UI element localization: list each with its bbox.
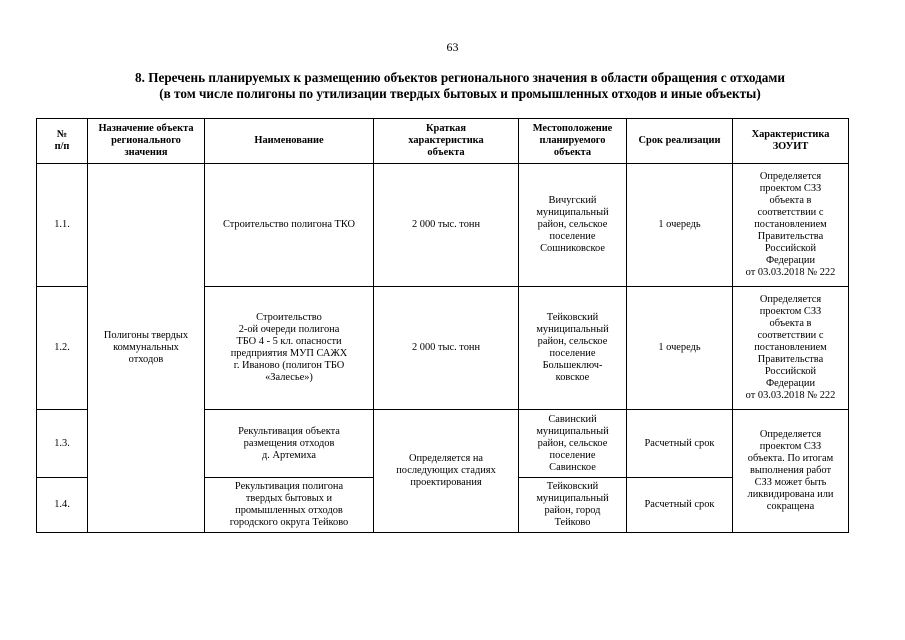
column-header-term: Срок реализации	[627, 119, 733, 164]
column-header-location: Местоположение планируемого объекта	[519, 119, 627, 164]
object-name: Рекультивация объекта размещения отходов д. Артемиха	[205, 410, 374, 478]
object-characteristic: 2 000 тыс. тонн	[374, 287, 519, 410]
column-header-name: Наименование	[205, 119, 374, 164]
row-number: 1.2.	[37, 287, 88, 410]
realization-term: Расчетный срок	[627, 410, 733, 478]
object-location: Савинский муниципальный район, сельское поселение Савинское	[519, 410, 627, 478]
realization-term: 1 очередь	[627, 287, 733, 410]
zouit-characteristic: Определяется проектом СЗЗ объекта. По итогам выполнения работ СЗЗ может быть ликвидирована или сокращена	[733, 410, 849, 533]
section-title-line-2: (в том числе полигоны по утилизации твердых бытовых и промышленных отходов и иные объекты)	[159, 86, 761, 101]
object-name: Строительство полигона ТКО	[205, 164, 374, 287]
section-title	[60, 70, 860, 102]
table-header-row	[37, 119, 849, 164]
zouit-characteristic: Определяется проектом СЗЗ объекта в соответствии с постановлением Правительства Российской Федерации от 03.03.2018 № 222	[733, 287, 849, 410]
objects-table	[36, 118, 849, 533]
row-number: 1.1.	[37, 164, 88, 287]
row-number: 1.4.	[37, 478, 88, 533]
purpose-cell: Полигоны твердых коммунальных отходов	[88, 164, 205, 533]
object-characteristic: 2 000 тыс. тонн	[374, 164, 519, 287]
realization-term: 1 очередь	[627, 164, 733, 287]
table-row	[37, 164, 849, 287]
object-location: Тейковский муниципальный район, город Тейково	[519, 478, 627, 533]
column-header-zouit: Характеристика ЗОУИТ	[733, 119, 849, 164]
page-number: 63	[446, 40, 459, 54]
zouit-characteristic: Определяется проектом СЗЗ объекта в соответствии с постановлением Правительства Российской Федерации от 03.03.2018 № 222	[733, 164, 849, 287]
object-location: Тейковский муниципальный район, сельское поселение Большеключ- ковское	[519, 287, 627, 410]
column-header-characteristic: Краткая характеристика объекта	[374, 119, 519, 164]
column-header-number: № п/п	[37, 119, 88, 164]
object-characteristic: Определяется на последующих стадиях проектирования	[374, 410, 519, 533]
column-header-purpose: Назначение объекта регионального значения	[88, 119, 205, 164]
section-title-line-1: 8. Перечень планируемых к размещению объектов регионального значения в области обращения с отходами	[135, 70, 785, 85]
object-name: Рекультивация полигона твердых бытовых и промышленных отходов городского округа Тейково	[205, 478, 374, 533]
object-location: Вичугский муниципальный район, сельское поселение Сошниковское	[519, 164, 627, 287]
realization-term: Расчетный срок	[627, 478, 733, 533]
object-name: Строительство 2-ой очереди полигона ТБО 4 - 5 кл. опасности предприятия МУП САЖХ г. Иваново (полигон ТБО «Залесье»)	[205, 287, 374, 410]
row-number: 1.3.	[37, 410, 88, 478]
